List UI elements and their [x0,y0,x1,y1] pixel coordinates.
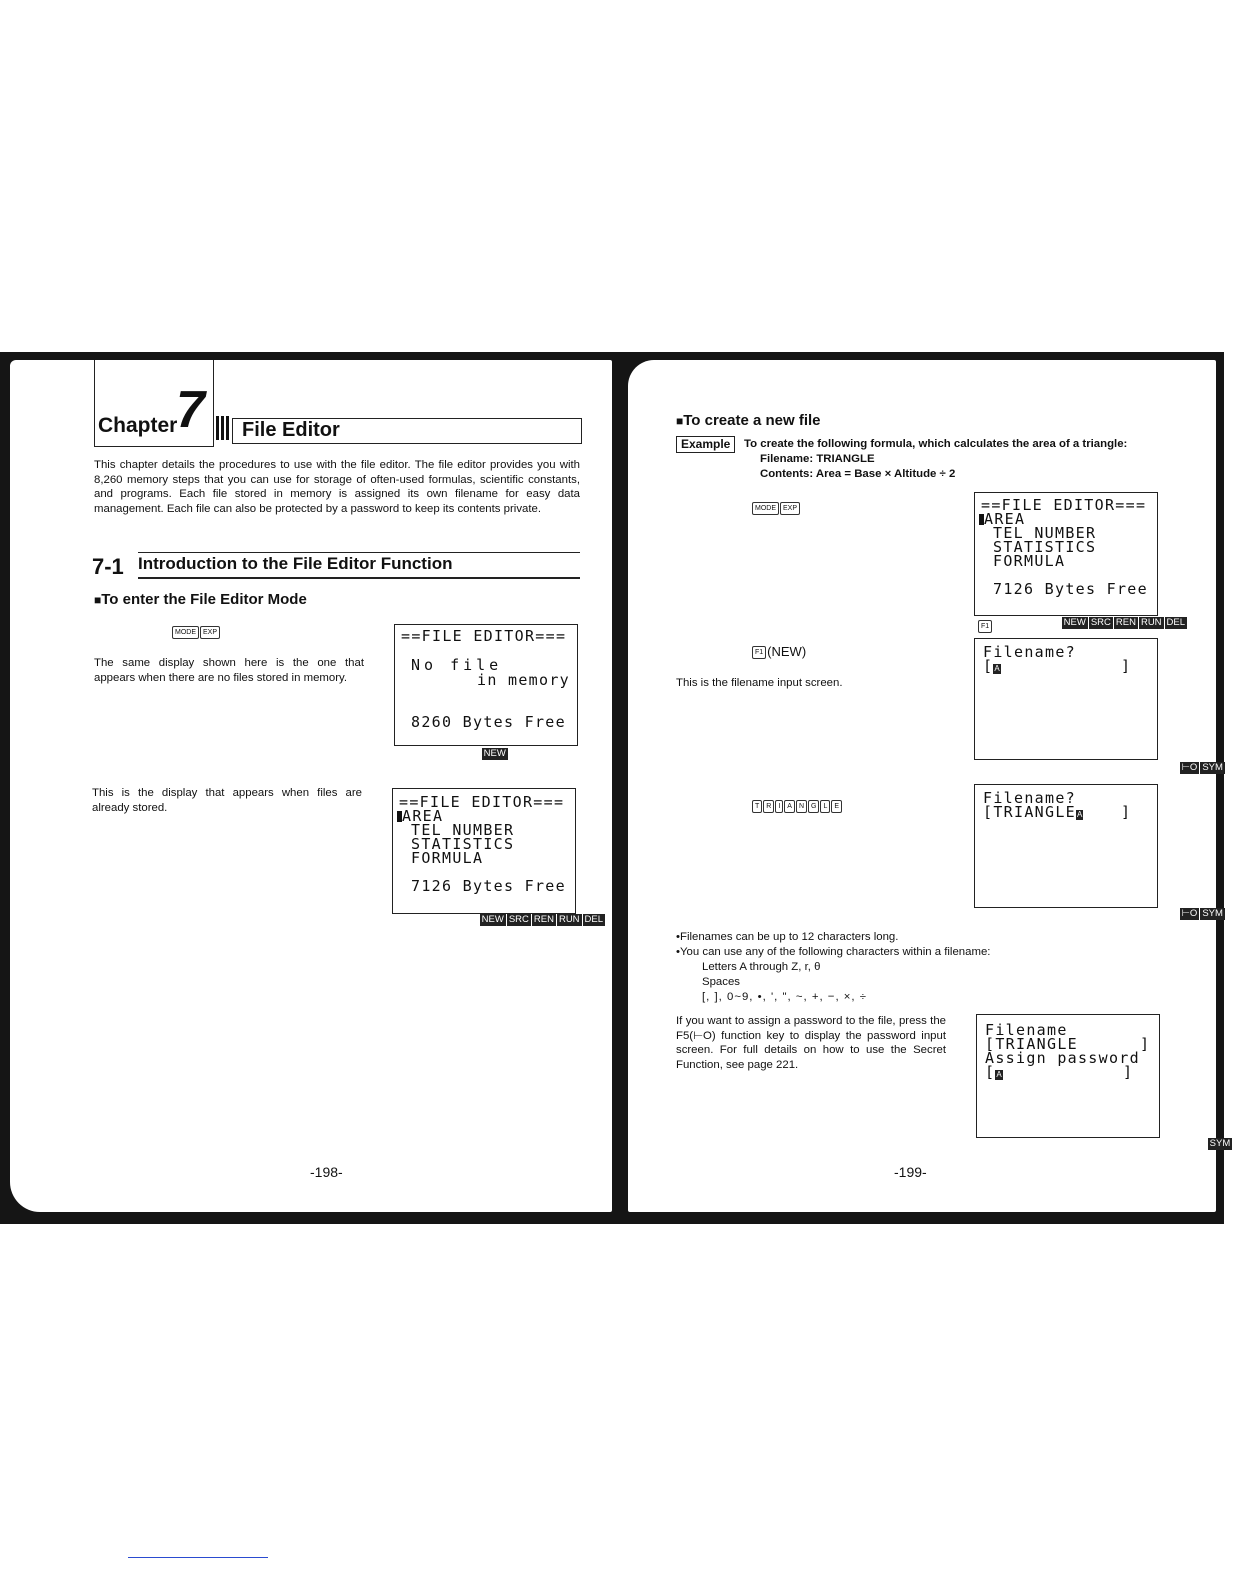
fkey-del[interactable]: DEL [584,913,604,925]
function-key-bar [397,895,606,940]
example-filename: Filename: TRIANGLE [760,453,875,465]
f1-key-small [978,618,993,636]
allowed-spaces: Spaces [702,976,740,988]
desc-files-stored: This is the display that appears when files are already stored. [92,787,362,814]
fkey-password[interactable]: ⊢O [1181,907,1198,919]
lcd-line: Assign password [985,1049,1140,1067]
mode-key[interactable]: MODE [752,502,779,515]
fkey-src[interactable]: SRC [508,913,529,925]
lcd-line: [TRIANGLE ] [985,1035,1151,1053]
key-r[interactable]: R [763,800,774,813]
lcd-screen-no-file [394,624,578,759]
function-key-bar [1125,1119,1233,1164]
chapter-label: Chapter [98,414,178,437]
example-description: To create the following formula, which calculates the area of a triangle: [744,438,1128,450]
chapter-bars [216,412,230,442]
left-page [10,360,612,1212]
allowed-symbols: [, ], 0~9, •, ', ", ~, +, −, ×, ÷ [702,991,868,1003]
fkey-sym[interactable]: SYM [1202,907,1223,919]
lcd-line: Filename? [983,643,1076,661]
f1-new-instruction [752,644,806,659]
lcd-line: [A [985,1063,1002,1081]
key-e[interactable]: E [831,800,842,813]
key-sequence-mode-exp [172,624,221,642]
section-rule-bottom [138,577,580,579]
key-t[interactable]: T [752,800,762,813]
f1-key[interactable]: F1 [752,646,766,659]
bottom-link-rule [128,1557,268,1558]
f1-key[interactable]: F1 [978,620,992,633]
section-rule-top [138,552,580,553]
function-key-bar [1097,743,1226,788]
lcd-line: [A [983,657,1000,675]
desc-no-files: The same display shown here is the one that appears when there are no files stored in memory. [94,657,364,684]
fkey-run[interactable]: RUN [1140,616,1162,628]
lcd-line: in memory [477,671,570,689]
subheading-enter-mode: ■To enter the File Editor Mode [94,591,307,608]
bullet-filename-length: •Filenames can be up to 12 characters long. [676,931,899,943]
bullet-allowed-chars: •You can use any of the following characters within a filename: [676,946,991,958]
lcd-line: Filename? [983,789,1076,807]
chapter-number: 7 [176,381,205,439]
lcd-line: ==FILE EDITOR=== [981,496,1147,514]
alpha-cursor-icon: A [996,1070,1002,1079]
fkey-new[interactable]: NEW [481,913,504,925]
lcd-line: 8260 Bytes Free [411,713,566,731]
fkey-ren[interactable]: REN [533,913,554,925]
function-key-bar [1097,889,1226,934]
page-number-right: -199- [894,1164,927,1180]
lcd-line: 7126 Bytes Free [993,580,1148,598]
book-spread [0,352,1231,1224]
lcd-screen-file-list [392,788,604,925]
section-title: Introduction to the File Editor Function [138,554,453,573]
lcd-line: TEL NUMBER [993,524,1097,542]
fkey-new[interactable]: NEW [1063,616,1086,628]
page-number-left: -198- [310,1164,343,1180]
lcd-screen-filename-entered [974,784,1223,919]
key-i[interactable]: I [775,800,783,813]
key-g[interactable]: G [808,800,819,813]
lcd-line: ] [1121,657,1132,675]
lcd-line: No file [411,656,503,674]
bullet-square-icon: ■ [94,593,102,607]
bullet-square-icon: ■ [676,414,684,428]
example-contents: Contents: Area = Base × Altitude ÷ 2 [760,468,956,480]
fkey-password[interactable]: ⊢O [1181,761,1198,773]
lcd-line: STATISTICS [993,538,1097,556]
fkey-ren[interactable]: REN [1115,616,1136,628]
alpha-cursor-icon: A [994,664,1000,673]
lcd-line: ==FILE EDITOR=== [401,627,567,645]
right-page [628,360,1231,1212]
mode-key[interactable]: MODE [172,626,199,639]
subheading-create-file: ■To create a new file [676,412,821,429]
key-n[interactable]: N [796,800,807,813]
function-key-bar [979,598,1188,643]
lcd-line: ] [1121,803,1132,821]
desc-filename-screen: This is the filename input screen. [676,677,843,689]
lcd-line: AREA [397,809,443,824]
lcd-line: ] [1123,1063,1134,1081]
example-badge: Example [676,436,735,453]
chapter-title: File Editor [242,419,340,441]
function-key-bar [399,729,509,774]
allowed-letters: Letters A through Z, r, θ [702,961,821,973]
lcd-line: FORMULA [993,552,1066,570]
intro-paragraph: This chapter details the procedures to use with the file editor. The file editor provides you with 8,260 memory steps that you can use for storage of often-used formulas, scientific constants, and programs. Each file stored in memory is assigned its own filename for easy data management. Each file can also be protected by a password to keep its contents private. [94,459,580,515]
lcd-line: TEL NUMBER [411,821,515,839]
key-l[interactable]: L [820,800,830,813]
f1-label: (NEW) [767,644,807,659]
exp-key[interactable]: EXP [780,502,800,515]
lcd-line: 7126 Bytes Free [411,877,566,895]
alpha-cursor-icon: A [1076,810,1083,819]
lcd-line: ==FILE EDITOR=== [399,793,565,811]
section-number: 7-1 [92,554,124,579]
lcd-screen-assign-password [976,1014,1231,1149]
key-sequence-mode-exp [752,500,801,518]
key-a[interactable]: A [784,800,795,813]
fkey-run[interactable]: RUN [558,913,580,925]
fkey-new[interactable]: NEW [483,747,506,759]
fkey-sym[interactable]: SYM [1209,1137,1231,1149]
lcd-line: AREA [979,512,1025,527]
fkey-del[interactable]: DEL [1166,616,1186,628]
lcd-screen-filename-input [974,638,1223,773]
fkey-sym[interactable]: SYM [1202,761,1223,773]
lcd-line: FORMULA [411,849,484,867]
lcd-line: Filename [985,1021,1068,1039]
lcd-line: STATISTICS [411,835,515,853]
lcd-line: [TRIANGLEA [983,803,1083,821]
exp-key[interactable]: EXP [200,626,220,639]
password-instructions: If you want to assign a password to the file, press the F5(⊢O) function key to display the password input screen. For full details on how to use the Secret Function, see page 221. [676,1015,946,1071]
letter-key-sequence [752,798,843,816]
fkey-src[interactable]: SRC [1090,616,1111,628]
